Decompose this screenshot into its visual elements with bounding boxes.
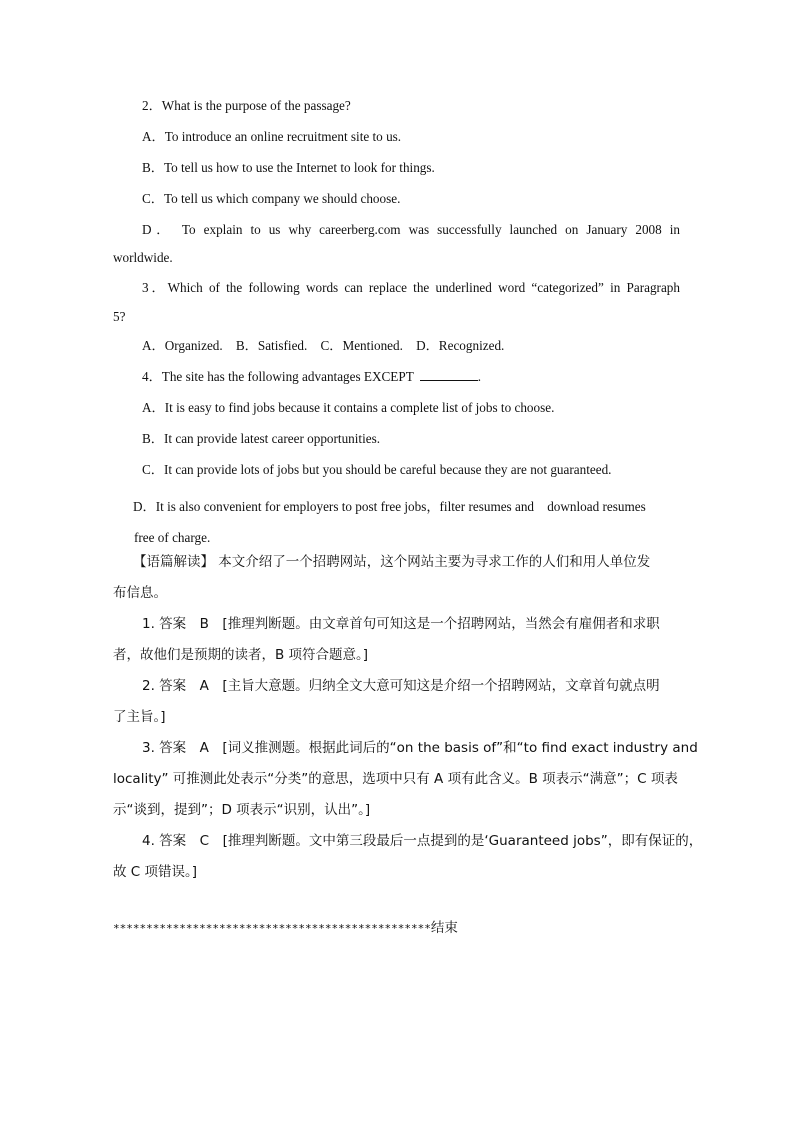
answer-4-line1: 4. 答案 C [推理判断题。文中第三段最后一点提到的是‘Guaranteed jobs”，即有保证的， xyxy=(142,833,703,849)
answer-3-line2: locality” 可推测此处表示“分类”的意思，选项中只有 A 项有此含义。B 项表示“满意”；C 项表 xyxy=(113,771,678,787)
q4-stem xyxy=(142,368,481,386)
q3-stem-line1: 3．Which of the following words can replace the underlined word “categorized” in Paragraph xyxy=(142,280,680,295)
q2-option-d-line1: D． To explain to us why careerberg.com was successfully launched on January 2008 in xyxy=(142,222,680,237)
q4-option-a: A．It is easy to find jobs because it contains a complete list of jobs to choose. xyxy=(142,400,555,415)
q3-options: A．Organized. B．Satisfied. C．Mentioned. D．Recognized. xyxy=(142,338,505,353)
answer-3-line1: 3. 答案 A [词义推测题。根据此词后的“on the basis of”和“to find exact industry and xyxy=(142,740,698,756)
q4-option-c: C．It can provide lots of jobs but you should be careful because they are not guaranteed. xyxy=(142,462,612,477)
answer-1-line1: 1. 答案 B [推理判断题。由文章首句可知这是一个招聘网站，当然会有雇佣者和求职 xyxy=(142,616,660,632)
q2-option-a: A．To introduce an online recruitment site to us. xyxy=(142,129,402,144)
end-stars: ************************************************ xyxy=(113,922,431,935)
answer-4-line2: 故 C 项错误。] xyxy=(113,864,198,880)
end-word: 结束 xyxy=(430,920,458,936)
q4-option-d-line2: free of charge. xyxy=(134,530,211,545)
end-marker xyxy=(113,919,458,938)
q2-option-b: B．To tell us how to use the Internet to look for things. xyxy=(142,160,435,175)
q4-option-b: B．It can provide latest career opportunities. xyxy=(142,431,381,446)
answer-1-line2: 者，故他们是预期的读者，B 项符合题意。] xyxy=(113,647,369,663)
q4-option-d-line1: D．It is also convenient for employers to post free jobs，filter resumes and download resumes xyxy=(133,499,646,514)
q2-stem: 2．What is the purpose of the passage? xyxy=(142,98,351,113)
answer-2-line2: 了主旨。] xyxy=(113,709,166,725)
analysis-intro-line1: 【语篇解读】 本文介绍了一个招聘网站，这个网站主要为寻求工作的人们和用人单位发 xyxy=(133,554,651,570)
q3-stem-line2: 5? xyxy=(113,309,126,324)
answer-blank xyxy=(420,368,478,381)
analysis-intro-line2: 布信息。 xyxy=(113,585,167,601)
q4-stem-end: . xyxy=(477,369,482,384)
q4-stem-text: 4．The site has the following advantages EXCEPT xyxy=(142,369,414,384)
q2-option-d-line2: worldwide. xyxy=(113,250,173,265)
answer-2-line1: 2. 答案 A [主旨大意题。归纳全文大意可知这是介绍一个招聘网站，文章首句就点明 xyxy=(142,678,660,694)
q2-option-c: C．To tell us which company we should choose. xyxy=(142,191,401,206)
answer-3-line3: 示“谈到，提到”；D 项表示“识别，认出”。] xyxy=(113,802,371,818)
